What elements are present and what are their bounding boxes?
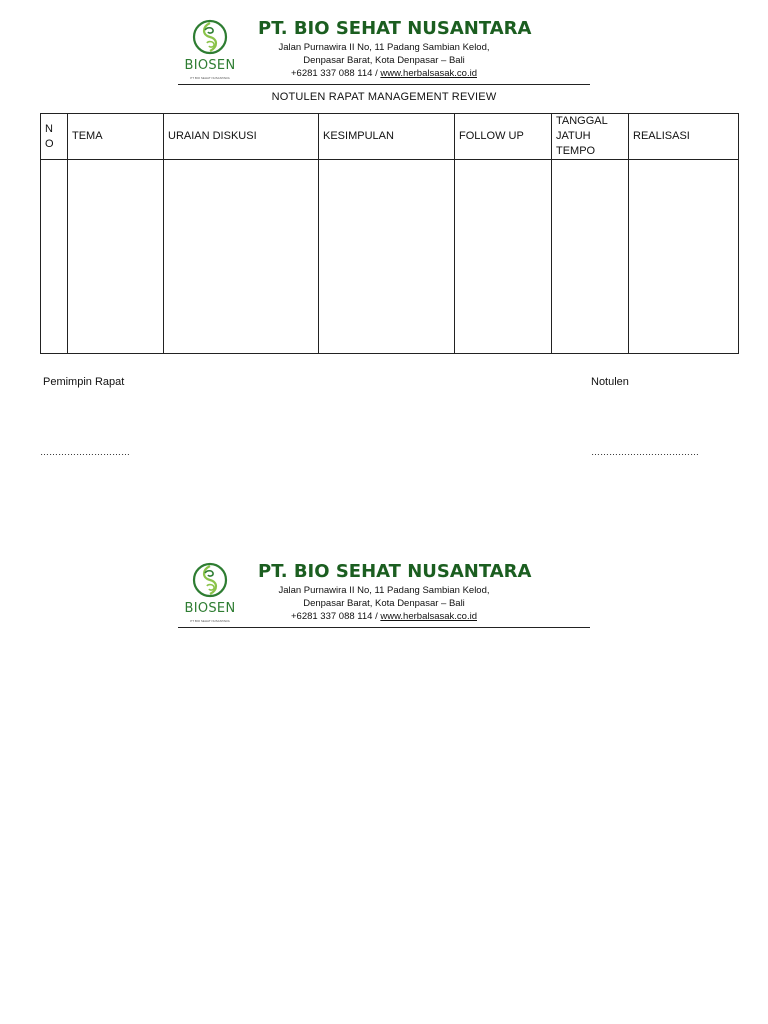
company-logo	[178, 561, 242, 627]
company-name: PT. BIO SEHAT NUSANTARA	[258, 18, 532, 39]
cell-kesimpulan[interactable]	[319, 160, 455, 354]
signature-label-notulen: Notulen	[591, 376, 629, 388]
address-line-2: Denpasar Barat, Kota Denpasar – Bali	[303, 55, 465, 66]
company-name: PT. BIO SEHAT NUSANTARA	[258, 561, 532, 582]
contact-line	[258, 611, 510, 622]
minutes-table	[40, 113, 739, 354]
table-row	[41, 160, 739, 354]
cell-no[interactable]	[41, 160, 68, 354]
website-link[interactable]: www.herbalsasak.co.id	[380, 68, 477, 79]
letterhead-divider	[178, 84, 590, 85]
header-tanggal-jatuh-tempo: TANGGAL JATUH TEMPO	[552, 114, 629, 160]
cell-tema[interactable]	[68, 160, 164, 354]
document-title: NOTULEN RAPAT MANAGEMENT REVIEW	[271, 91, 497, 103]
cell-follow-up[interactable]	[455, 160, 552, 354]
company-logo	[178, 18, 242, 84]
header-no: N O	[41, 114, 68, 160]
address-line-1: Jalan Purnawira II No, 11 Padang Sambian Kelod,	[278, 42, 490, 53]
letterhead-divider	[178, 627, 590, 628]
leaf-yin-yang-icon	[192, 561, 228, 599]
contact-line	[258, 68, 510, 79]
leaf-yin-yang-icon	[192, 18, 228, 56]
address-line-1: Jalan Purnawira II No, 11 Padang Sambian Kelod,	[278, 585, 490, 596]
brand-wordmark: BIOSEN	[184, 601, 236, 616]
brand-wordmark: BIOSEN	[184, 58, 236, 73]
header-kesimpulan: KESIMPULAN	[319, 114, 455, 160]
address-line-2: Denpasar Barat, Kota Denpasar – Bali	[303, 598, 465, 609]
phone-text: +6281 337 088 114 /	[290, 68, 381, 79]
signature-label-leader: Pemimpin Rapat	[43, 376, 125, 388]
brand-subtitle: PT BIO SEHAT NUSANTARA	[190, 619, 230, 623]
letterhead-bottom	[178, 561, 590, 629]
header-tema: TEMA	[68, 114, 164, 160]
header-realisasi: REALISASI	[629, 114, 739, 160]
header-follow-up: FOLLOW UP	[455, 114, 552, 160]
table-header-row	[41, 114, 739, 160]
letterhead-top	[178, 18, 590, 86]
signature-line-leader: …………………………	[40, 447, 130, 457]
phone-text: +6281 337 088 114 /	[290, 611, 381, 622]
cell-tanggal-jatuh-tempo[interactable]	[552, 160, 629, 354]
header-uraian-diskusi: URAIAN DISKUSI	[164, 114, 319, 160]
cell-uraian-diskusi[interactable]	[164, 160, 319, 354]
brand-subtitle: PT BIO SEHAT NUSANTARA	[190, 76, 230, 80]
cell-realisasi[interactable]	[629, 160, 739, 354]
signature-line-notulen: ………………………………	[591, 447, 699, 457]
website-link[interactable]: www.herbalsasak.co.id	[380, 611, 477, 622]
